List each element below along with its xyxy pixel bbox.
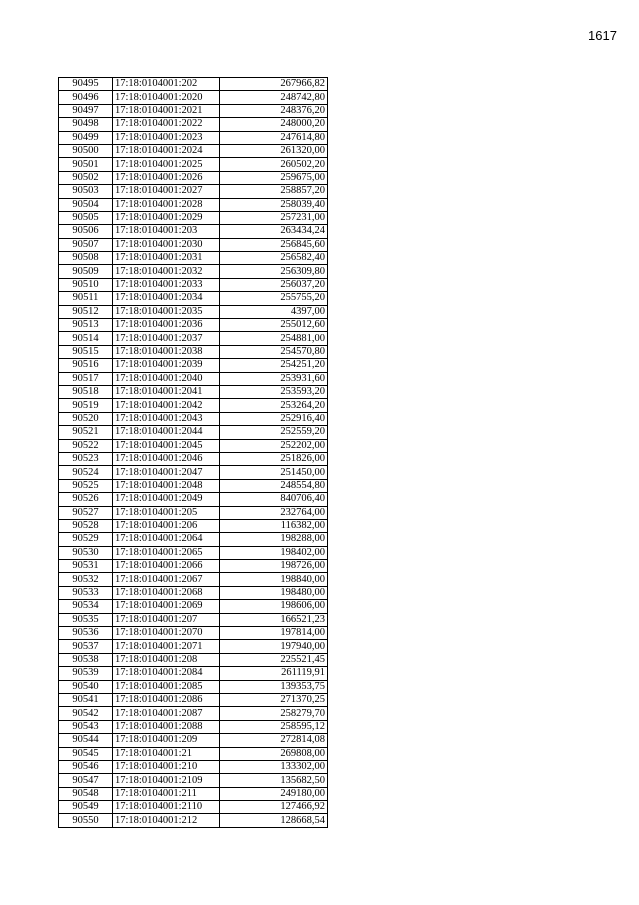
- cadastral-number-cell: 17:18:0104001:2029: [113, 211, 220, 224]
- row-number-cell: 90544: [59, 734, 113, 747]
- table-row: [59, 238, 328, 251]
- value-cell: 255755,20: [220, 292, 328, 305]
- cadastral-number-cell: 17:18:0104001:2088: [113, 720, 220, 733]
- value-cell: 198288,00: [220, 533, 328, 546]
- value-cell: 261119,91: [220, 667, 328, 680]
- value-cell: 256309,80: [220, 265, 328, 278]
- value-cell: 261320,00: [220, 144, 328, 157]
- row-number-cell: 90536: [59, 627, 113, 640]
- row-number-cell: 90507: [59, 238, 113, 251]
- value-cell: 258595,12: [220, 720, 328, 733]
- row-number-cell: 90498: [59, 118, 113, 131]
- row-number-cell: 90531: [59, 560, 113, 573]
- table-row: [59, 533, 328, 546]
- row-number-cell: 90495: [59, 78, 113, 91]
- value-cell: 135682,50: [220, 774, 328, 787]
- table-row: [59, 198, 328, 211]
- table-row: [59, 707, 328, 720]
- table-row: [59, 185, 328, 198]
- value-cell: 198840,00: [220, 573, 328, 586]
- table-row: [59, 774, 328, 787]
- value-cell: 232764,00: [220, 506, 328, 519]
- row-number-cell: 90524: [59, 466, 113, 479]
- row-number-cell: 90516: [59, 359, 113, 372]
- value-cell: 133302,00: [220, 760, 328, 773]
- row-number-cell: 90508: [59, 252, 113, 265]
- row-number-cell: 90505: [59, 211, 113, 224]
- cadastral-number-cell: 17:18:0104001:202: [113, 78, 220, 91]
- cadastral-number-cell: 17:18:0104001:2034: [113, 292, 220, 305]
- row-number-cell: 90523: [59, 452, 113, 465]
- cadastral-number-cell: 17:18:0104001:2028: [113, 198, 220, 211]
- row-number-cell: 90517: [59, 372, 113, 385]
- value-cell: 251826,00: [220, 452, 328, 465]
- row-number-cell: 90550: [59, 814, 113, 827]
- value-cell: 272814,08: [220, 734, 328, 747]
- value-cell: 269808,00: [220, 747, 328, 760]
- row-number-cell: 90522: [59, 439, 113, 452]
- table-row: [59, 319, 328, 332]
- cadastral-number-cell: 17:18:0104001:2036: [113, 319, 220, 332]
- cadastral-number-cell: 17:18:0104001:2071: [113, 640, 220, 653]
- table-row: [59, 359, 328, 372]
- table-row: [59, 426, 328, 439]
- table-row: [59, 104, 328, 117]
- row-number-cell: 90527: [59, 506, 113, 519]
- cadastral-number-cell: 17:18:0104001:2045: [113, 439, 220, 452]
- value-cell: 267966,82: [220, 78, 328, 91]
- cadastral-number-cell: 17:18:0104001:2021: [113, 104, 220, 117]
- value-cell: 248554,80: [220, 479, 328, 492]
- cadastral-number-cell: 17:18:0104001:205: [113, 506, 220, 519]
- row-number-cell: 90543: [59, 720, 113, 733]
- table-row: [59, 78, 328, 91]
- table-row: [59, 412, 328, 425]
- row-number-cell: 90513: [59, 319, 113, 332]
- row-number-cell: 90501: [59, 158, 113, 171]
- value-cell: 116382,00: [220, 519, 328, 532]
- table-row: [59, 519, 328, 532]
- value-cell: 197940,00: [220, 640, 328, 653]
- value-cell: 256845,60: [220, 238, 328, 251]
- table-row: [59, 278, 328, 291]
- table-row: [59, 573, 328, 586]
- value-cell: 258279,70: [220, 707, 328, 720]
- value-cell: 253931,60: [220, 372, 328, 385]
- cadastral-number-cell: 17:18:0104001:2032: [113, 265, 220, 278]
- row-number-cell: 90514: [59, 332, 113, 345]
- table-row: [59, 332, 328, 345]
- value-cell: 258857,20: [220, 185, 328, 198]
- table-row: [59, 452, 328, 465]
- table-row: [59, 747, 328, 760]
- table-row: [59, 372, 328, 385]
- cadastral-number-cell: 17:18:0104001:2064: [113, 533, 220, 546]
- table-row: [59, 667, 328, 680]
- row-number-cell: 90528: [59, 519, 113, 532]
- value-cell: 252916,40: [220, 412, 328, 425]
- cadastral-number-cell: 17:18:0104001:2035: [113, 305, 220, 318]
- cadastral-number-cell: 17:18:0104001:2066: [113, 560, 220, 573]
- table-row: [59, 506, 328, 519]
- cadastral-number-cell: 17:18:0104001:211: [113, 787, 220, 800]
- table-row: [59, 640, 328, 653]
- cadastral-number-cell: 17:18:0104001:207: [113, 613, 220, 626]
- row-number-cell: 90506: [59, 225, 113, 238]
- value-cell: 259675,00: [220, 171, 328, 184]
- value-cell: 253593,20: [220, 385, 328, 398]
- value-cell: 254251,20: [220, 359, 328, 372]
- value-cell: 247614,80: [220, 131, 328, 144]
- table-row: [59, 144, 328, 157]
- cadastral-number-cell: 17:18:0104001:2042: [113, 399, 220, 412]
- table-row: [59, 720, 328, 733]
- table-row: [59, 801, 328, 814]
- value-cell: 263434,24: [220, 225, 328, 238]
- row-number-cell: 90541: [59, 693, 113, 706]
- cadastral-number-cell: 17:18:0104001:208: [113, 653, 220, 666]
- cadastral-number-cell: 17:18:0104001:2031: [113, 252, 220, 265]
- cadastral-number-cell: 17:18:0104001:2046: [113, 452, 220, 465]
- value-cell: 252202,00: [220, 439, 328, 452]
- table-row: [59, 680, 328, 693]
- table-row: [59, 399, 328, 412]
- value-cell: 251450,00: [220, 466, 328, 479]
- cadastral-number-cell: 17:18:0104001:2049: [113, 493, 220, 506]
- cadastral-number-cell: 17:18:0104001:2041: [113, 385, 220, 398]
- table-row: [59, 760, 328, 773]
- row-number-cell: 90546: [59, 760, 113, 773]
- cadastral-number-cell: 17:18:0104001:2110: [113, 801, 220, 814]
- cadastral-number-cell: 17:18:0104001:209: [113, 734, 220, 747]
- value-cell: 197814,00: [220, 627, 328, 640]
- row-number-cell: 90499: [59, 131, 113, 144]
- row-number-cell: 90518: [59, 385, 113, 398]
- value-cell: 258039,40: [220, 198, 328, 211]
- cadastral-number-cell: 17:18:0104001:2065: [113, 546, 220, 559]
- cadastral-number-cell: 17:18:0104001:2047: [113, 466, 220, 479]
- table-row: [59, 225, 328, 238]
- value-cell: 128668,54: [220, 814, 328, 827]
- table-row: [59, 305, 328, 318]
- row-number-cell: 90515: [59, 345, 113, 358]
- cadastral-number-cell: 17:18:0104001:2085: [113, 680, 220, 693]
- cadastral-number-cell: 17:18:0104001:2109: [113, 774, 220, 787]
- cadastral-number-cell: 17:18:0104001:2067: [113, 573, 220, 586]
- row-number-cell: 90504: [59, 198, 113, 211]
- row-number-cell: 90534: [59, 600, 113, 613]
- row-number-cell: 90521: [59, 426, 113, 439]
- cadastral-number-cell: 17:18:0104001:2037: [113, 332, 220, 345]
- cadastral-number-cell: 17:18:0104001:2048: [113, 479, 220, 492]
- row-number-cell: 90529: [59, 533, 113, 546]
- table-row: [59, 171, 328, 184]
- cadastral-number-cell: 17:18:0104001:2068: [113, 586, 220, 599]
- table-row: [59, 466, 328, 479]
- row-number-cell: 90548: [59, 787, 113, 800]
- cadastral-number-cell: 17:18:0104001:2025: [113, 158, 220, 171]
- value-cell: 127466,92: [220, 801, 328, 814]
- cadastral-number-cell: 17:18:0104001:2044: [113, 426, 220, 439]
- row-number-cell: 90542: [59, 707, 113, 720]
- cadastral-number-cell: 17:18:0104001:212: [113, 814, 220, 827]
- value-cell: 260502,20: [220, 158, 328, 171]
- row-number-cell: 90530: [59, 546, 113, 559]
- table-row: [59, 600, 328, 613]
- row-number-cell: 90545: [59, 747, 113, 760]
- table-row: [59, 653, 328, 666]
- cadastral-number-cell: 17:18:0104001:21: [113, 747, 220, 760]
- row-number-cell: 90510: [59, 278, 113, 291]
- cadastral-number-cell: 17:18:0104001:2023: [113, 131, 220, 144]
- table-row: [59, 158, 328, 171]
- value-cell: 840706,40: [220, 493, 328, 506]
- cadastral-number-cell: 17:18:0104001:2030: [113, 238, 220, 251]
- value-cell: 248376,20: [220, 104, 328, 117]
- cadastral-number-cell: 17:18:0104001:2043: [113, 412, 220, 425]
- row-number-cell: 90511: [59, 292, 113, 305]
- row-number-cell: 90500: [59, 144, 113, 157]
- row-number-cell: 90540: [59, 680, 113, 693]
- value-cell: 139353,75: [220, 680, 328, 693]
- row-number-cell: 90497: [59, 104, 113, 117]
- table-body: [59, 78, 328, 828]
- table-row: [59, 560, 328, 573]
- cadastral-number-cell: 17:18:0104001:2040: [113, 372, 220, 385]
- table-row: [59, 493, 328, 506]
- cadastral-number-cell: 17:18:0104001:203: [113, 225, 220, 238]
- row-number-cell: 90502: [59, 171, 113, 184]
- cadastral-number-cell: 17:18:0104001:2022: [113, 118, 220, 131]
- cadastral-number-cell: 17:18:0104001:2084: [113, 667, 220, 680]
- value-cell: 252559,20: [220, 426, 328, 439]
- value-cell: 255012,60: [220, 319, 328, 332]
- table-row: [59, 693, 328, 706]
- row-number-cell: 90496: [59, 91, 113, 104]
- cadastral-number-cell: 17:18:0104001:210: [113, 760, 220, 773]
- table-row: [59, 345, 328, 358]
- row-number-cell: 90539: [59, 667, 113, 680]
- row-number-cell: 90549: [59, 801, 113, 814]
- table-row: [59, 439, 328, 452]
- cadastral-number-cell: 17:18:0104001:2086: [113, 693, 220, 706]
- value-cell: 198606,00: [220, 600, 328, 613]
- value-cell: 248742,80: [220, 91, 328, 104]
- value-cell: 248000,20: [220, 118, 328, 131]
- row-number-cell: 90538: [59, 653, 113, 666]
- table-row: [59, 546, 328, 559]
- value-cell: 256037,20: [220, 278, 328, 291]
- value-cell: 198726,00: [220, 560, 328, 573]
- table-row: [59, 627, 328, 640]
- row-number-cell: 90537: [59, 640, 113, 653]
- table-row: [59, 91, 328, 104]
- table-row: [59, 265, 328, 278]
- cadastral-number-cell: 17:18:0104001:2026: [113, 171, 220, 184]
- cadastral-number-cell: 17:18:0104001:206: [113, 519, 220, 532]
- cadastral-number-cell: 17:18:0104001:2069: [113, 600, 220, 613]
- value-cell: 256582,40: [220, 252, 328, 265]
- cadastral-number-cell: 17:18:0104001:2039: [113, 359, 220, 372]
- row-number-cell: 90547: [59, 774, 113, 787]
- cadastral-number-cell: 17:18:0104001:2087: [113, 707, 220, 720]
- table-row: [59, 479, 328, 492]
- table-row: [59, 385, 328, 398]
- table-row: [59, 292, 328, 305]
- row-number-cell: 90525: [59, 479, 113, 492]
- cadastral-number-cell: 17:18:0104001:2027: [113, 185, 220, 198]
- table-row: [59, 734, 328, 747]
- table-row: [59, 252, 328, 265]
- value-cell: 198402,00: [220, 546, 328, 559]
- row-number-cell: 90535: [59, 613, 113, 626]
- row-number-cell: 90512: [59, 305, 113, 318]
- cadastral-number-cell: 17:18:0104001:2020: [113, 91, 220, 104]
- table-row: [59, 118, 328, 131]
- cadastral-number-cell: 17:18:0104001:2024: [113, 144, 220, 157]
- cadastral-number-cell: 17:18:0104001:2070: [113, 627, 220, 640]
- row-number-cell: 90509: [59, 265, 113, 278]
- value-cell: 249180,00: [220, 787, 328, 800]
- row-number-cell: 90519: [59, 399, 113, 412]
- value-cell: 271370,25: [220, 693, 328, 706]
- value-cell: 253264,20: [220, 399, 328, 412]
- row-number-cell: 90533: [59, 586, 113, 599]
- value-cell: 254570,80: [220, 345, 328, 358]
- cadastral-value-table: [58, 77, 328, 828]
- value-cell: 254881,00: [220, 332, 328, 345]
- table-row: [59, 131, 328, 144]
- table-row: [59, 787, 328, 800]
- value-cell: 257231,00: [220, 211, 328, 224]
- value-cell: 4397,00: [220, 305, 328, 318]
- table-row: [59, 613, 328, 626]
- row-number-cell: 90503: [59, 185, 113, 198]
- cadastral-number-cell: 17:18:0104001:2038: [113, 345, 220, 358]
- value-cell: 225521,45: [220, 653, 328, 666]
- row-number-cell: 90520: [59, 412, 113, 425]
- value-cell: 198480,00: [220, 586, 328, 599]
- table-row: [59, 211, 328, 224]
- cadastral-number-cell: 17:18:0104001:2033: [113, 278, 220, 291]
- row-number-cell: 90526: [59, 493, 113, 506]
- page-number: 1617: [588, 28, 617, 43]
- table-row: [59, 586, 328, 599]
- value-cell: 166521,23: [220, 613, 328, 626]
- table-row: [59, 814, 328, 827]
- row-number-cell: 90532: [59, 573, 113, 586]
